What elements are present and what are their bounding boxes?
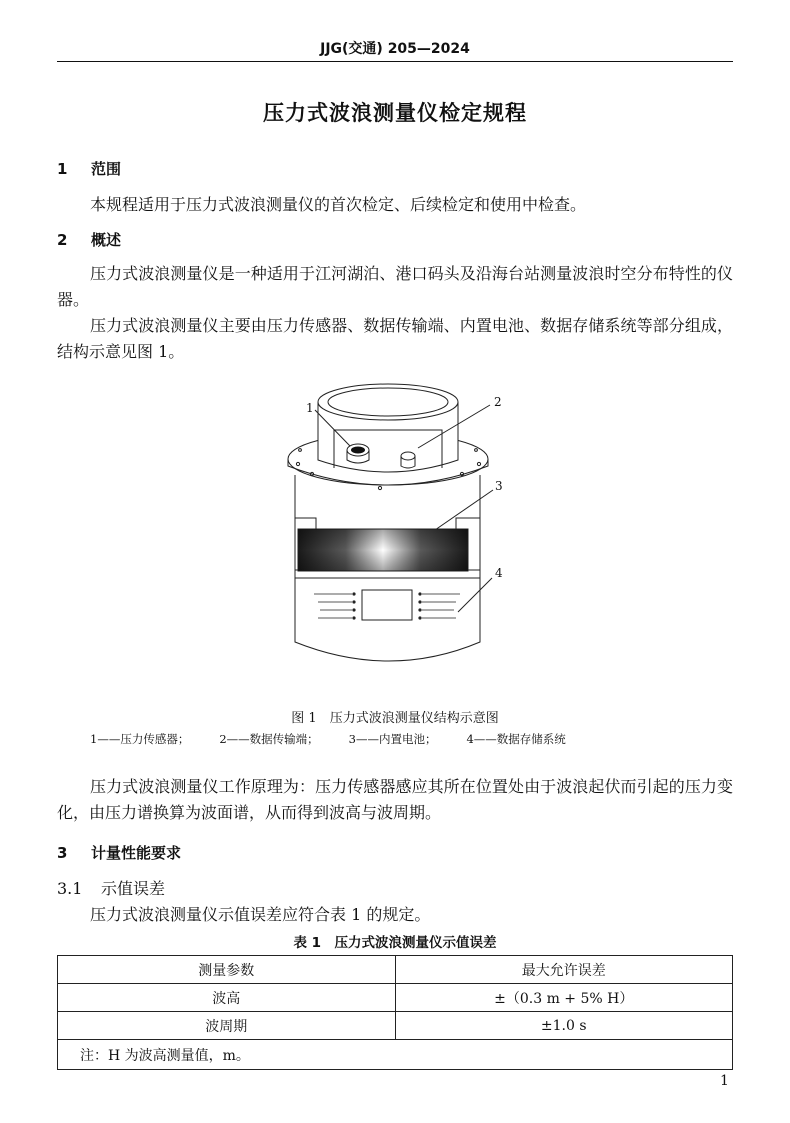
table-title: 表 1 压力式波浪测量仪示值误差	[293, 935, 497, 951]
section-2-number: 2	[57, 231, 68, 249]
document-code: JJG(交通) 205—2024	[320, 41, 470, 57]
subsection-3-1-paragraph: 压力式波浪测量仪示值误差应符合表 1 的规定。	[90, 905, 431, 924]
section-2-title: 概述	[91, 231, 122, 249]
table-cell: ±（0.3 m + 5% H）	[395, 984, 733, 1012]
legend-item: 3——内置电池；	[348, 732, 437, 746]
table-note: 注：H 为波高测量值，m。	[58, 1040, 733, 1070]
figure-caption: 图 1 压力式波浪测量仪结构示意图	[291, 711, 499, 726]
table-header-row	[58, 956, 733, 984]
section-1-title: 范围	[91, 160, 122, 178]
header-rule	[57, 61, 733, 62]
legend-item: 1——压力传感器；	[90, 732, 190, 746]
subsection-3-1-heading	[57, 876, 165, 899]
section-2-paragraph-1: 压力式波浪测量仪是一种适用于江河湖泊、港口码头及沿海台站测量波浪时空分布特性的仪器。	[57, 264, 733, 309]
subsection-3-1-title: 示值误差	[101, 879, 166, 898]
page-number: 1	[720, 1073, 729, 1089]
table-cell: 波高	[58, 984, 396, 1012]
section-3-title: 计量性能要求	[91, 844, 182, 862]
callout-3: 3	[495, 479, 503, 493]
subsection-3-1-number: 3.1	[57, 879, 83, 898]
section-1-heading	[57, 158, 121, 179]
table-cell: 波周期	[58, 1012, 396, 1040]
table-header-cell: 测量参数	[58, 956, 396, 984]
section-2-paragraph-3: 压力式波浪测量仪工作原理为：压力传感器感应其所在位置处由于波浪起伏而引起的压力变化，由压力谱换算为波面谱，从而得到波高与波周期。	[57, 777, 733, 822]
table-note-row	[58, 1040, 733, 1070]
document-title: 压力式波浪测量仪检定规程	[263, 101, 527, 125]
table-row	[58, 1012, 733, 1040]
figure-legend	[90, 731, 596, 747]
legend-item: 4——数据存储系统	[466, 732, 566, 746]
structure-diagram	[270, 380, 520, 670]
callout-1: 1	[306, 401, 314, 415]
table-header-cell: 最大允许误差	[395, 956, 733, 984]
callout-4: 4	[495, 566, 503, 580]
table-cell: ±1.0 s	[395, 1012, 733, 1040]
table-row	[58, 984, 733, 1012]
section-1-paragraph: 本规程适用于压力式波浪测量仪的首次检定、后续检定和使用中检查。	[90, 195, 587, 214]
section-3-number: 3	[57, 844, 68, 862]
callout-2: 2	[494, 395, 502, 409]
error-table	[57, 955, 733, 1070]
section-2-paragraph-2: 压力式波浪测量仪主要由压力传感器、数据传输端、内置电池、数据存储系统等部分组成，结构示意见图 1。	[57, 316, 733, 361]
section-1-number: 1	[57, 160, 68, 178]
legend-item: 2——数据传输端；	[219, 732, 319, 746]
section-3-heading	[57, 842, 181, 863]
section-2-heading	[57, 229, 121, 250]
